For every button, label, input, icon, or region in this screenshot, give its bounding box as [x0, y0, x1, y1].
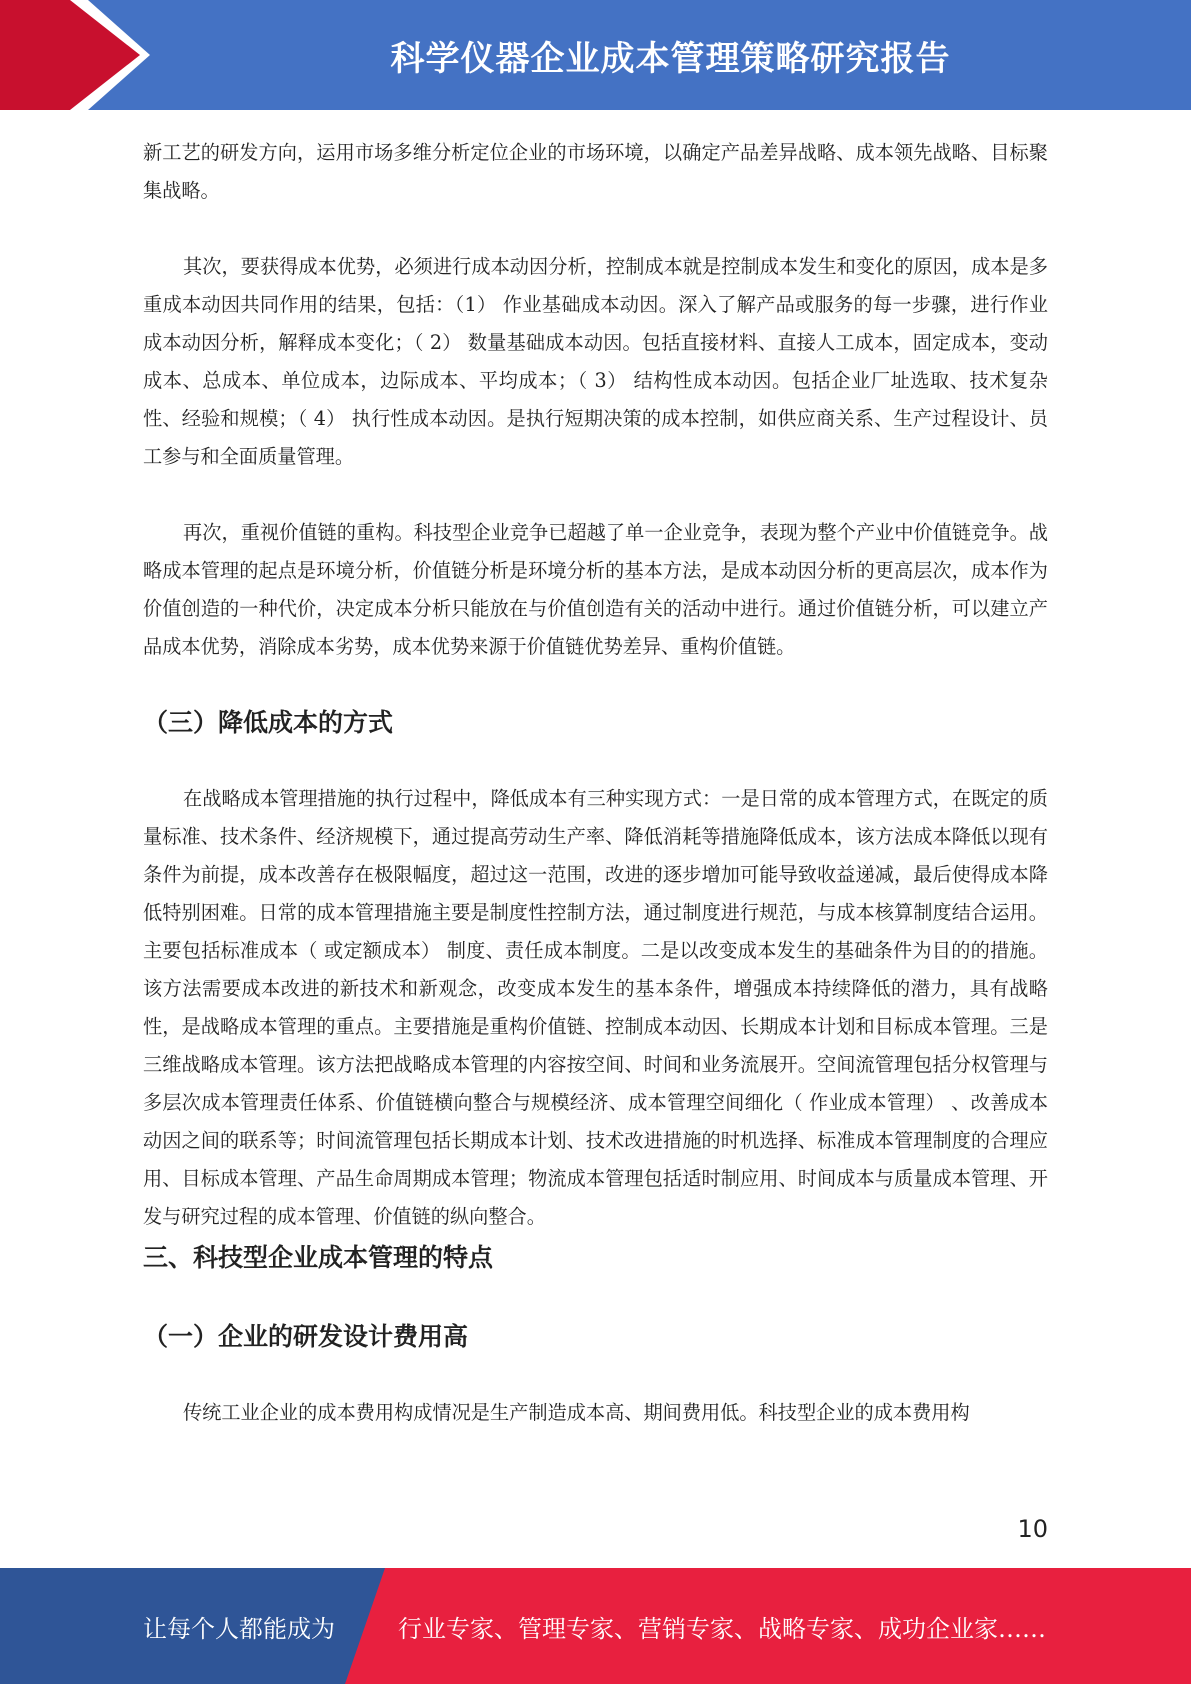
paragraph-cost-drivers: 其次，要获得成本优势，必须进行成本动因分析，控制成本就是控制成本发生和变化的原因，成本是多重成本动因共同作用的结果，包括：（1） 作业基础成本动因。深入了解产品或服务的每一步骤，进行作业成本动因分析，解释成本变化；（ 2） 数量基础成本动因。包括直接材料、直接人工成本，固定成本，变动成本、总成本、单位成本，边际成本、平均成本；（ 3） 结构性成本动因。包括企业厂址选取、技术复杂性、经验和规模；（ 4） 执行性成本动因。是执行短期决策的成本控制，如供应商关系、生产过程设计、员工参与和全面质量管理。	[143, 255, 1048, 468]
paragraph-spacer	[143, 1280, 1048, 1318]
footer-slogan-left: 让每个人都能成为	[143, 1614, 335, 1643]
paragraph-cost-structure: 传统工业企业的成本费用构成情况是生产制造成本高、期间费用低。科技型企业的成本费用构	[183, 1401, 970, 1424]
section-heading-characteristics: 三、科技型企业成本管理的特点	[143, 1243, 494, 1272]
paragraph-intro-continued: 新工艺的研发方向，运用市场多维分析定位企业的市场环境，以确定产品差异战略、成本领先战略、目标聚集战略。	[143, 141, 1048, 202]
paragraph-value-chain: 再次，重视价值链的重构。科技型企业竞争已超越了单一企业竞争，表现为整个产业中价值链竞争。战略成本管理的起点是环境分析，价值链分析是环境分析的基本方法，是成本动因分析的更高层次，成本作为价值创造的一种代价，决定成本分析只能放在与价值创造有关的活动中进行。通过价值链分析，可以建立产品成本优势，消除成本劣势，成本优势来源于价值链优势差异、重构价值链。	[143, 521, 1048, 658]
paragraph-spacer	[143, 666, 1048, 704]
report-title: 科学仪器企业成本管理策略研究报告	[390, 38, 951, 79]
page-header	[0, 0, 1191, 110]
page-body	[143, 134, 1048, 1432]
header-chevron-arrow	[0, 0, 140, 110]
page-number: 10	[1017, 1515, 1048, 1543]
paragraph-spacer	[143, 1356, 1048, 1394]
subsection-heading-cost-reduction: （三）降低成本的方式	[143, 708, 394, 737]
paragraph-spacer	[143, 210, 1048, 248]
paragraph-spacer	[143, 742, 1048, 780]
paragraph-spacer	[143, 476, 1048, 514]
paragraph-cost-reduction-methods: 在战略成本管理措施的执行过程中，降低成本有三种实现方式：一是日常的成本管理方式，在既定的质量标准、技术条件、经济规模下，通过提高劳动生产率、降低消耗等措施降低成本，该方法成本降低以现有条件为前提，成本改善存在极限幅度，超过这一范围，改进的逐步增加可能导致收益递减，最后使得成本降低特别困难。日常的成本管理措施主要是制度性控制方法，通过制度进行规范，与成本核算制度结合运用。主要包括标准成本（ 或定额成本） 制度、责任成本制度。二是以改变成本发生的基础条件为目的的措施。该方法需要成本改进的新技术和新观念，改变成本发生的基本条件，增强成本持续降低的潜力，具有战略性，是战略成本管理的重点。主要措施是重构价值链、控制成本动因、长期成本计划和目标成本管理。三是三维战略成本管理。该方法把战略成本管理的内容按空间、时间和业务流展开。空间流管理包括分权管理与多层次成本管理责任体系、价值链横向整合与规模经济、成本管理空间细化（ 作业成本管理） 、改善成本动因之间的联系等；时间流管理包括长期成本计划、技术改进措施的时机选择、标准成本管理制度的合理应用、目标成本管理、产品生命周期成本管理；物流成本管理包括适时制应用、时间成本与质量成本管理、开发与研究过程的成本管理、价值链的纵向整合。	[143, 787, 1048, 1228]
page-footer	[0, 1568, 1191, 1684]
subsection-heading-rd-costs: （一）企业的研发设计费用高	[143, 1322, 469, 1351]
footer-slogan-right: 行业专家、管理专家、营销专家、战略专家、成功企业家……	[398, 1614, 1046, 1643]
